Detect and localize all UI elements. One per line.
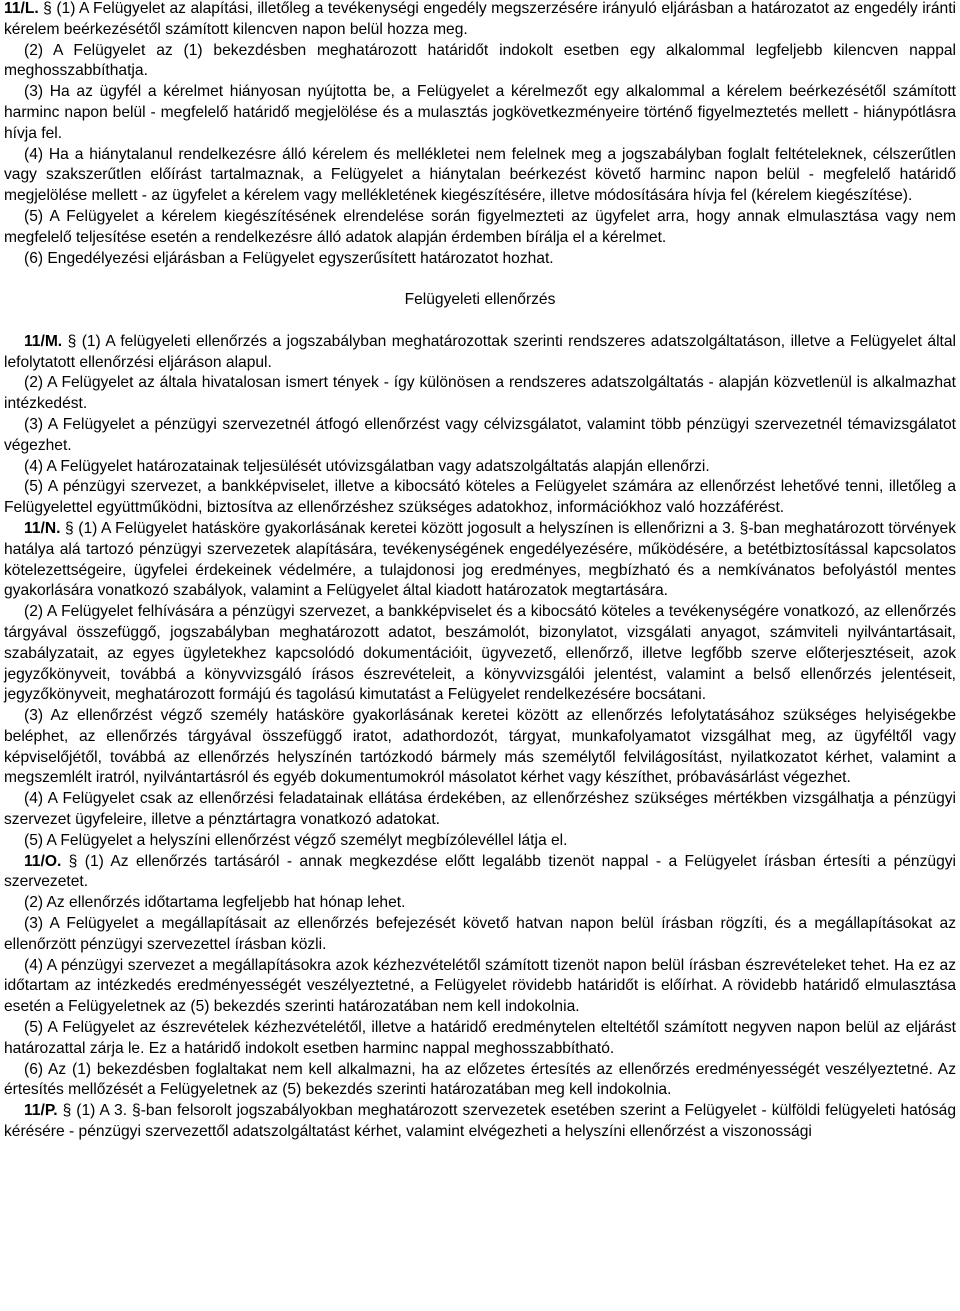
paragraph-text: (5) A Felügyelet a kérelem kiegészítésének elrendelése során figyelmezteti az ügyfelet arra, hogy annak elmulasztása vagy nem megfelelő teljesítése esetén a rendelkezésre álló adatok alapján érdemben bírálja el a kérelmet. (4, 207, 956, 246)
paragraph (4, 457, 956, 478)
paragraph (4, 415, 956, 457)
section-number: 11/M. (24, 332, 63, 350)
paragraph (4, 1101, 956, 1143)
paragraph (4, 0, 956, 41)
paragraph-text: (3) Az ellenőrzést végző személy hatásköre gyakorlásának keretei között az ellenőrzés lefolytatásához szükséges helyiségekbe beléphet, az ellenőrzés tárgyával összefüggő iratot, adathordozót, tárgyat, munkafolyamatot vizsgálhat meg, az ügyféltől vagy képviselőjétől, továbbá az ellenőrzés helyszínén tartózkodó bármely más személytől felvilágosítást, nyilatkozatot kérhet, valamint a megszemlélt iratról, nyilvántartásról és egyéb dokumentumokról másolatot kérhet vagy készíthet, próbavásárlást végezhet. (4, 707, 956, 787)
paragraph-text: (3) A Felügyelet a megállapításait az ellenőrzés befejezését követő hatvan napon belül írásban rögzíti, és a megállapításokat az ellenőrzött pénzügyi szervezettel írásban közli. (4, 915, 956, 953)
paragraph (4, 41, 956, 83)
section-number: 11/P. (24, 1102, 58, 1120)
paragraph (4, 373, 956, 415)
document-page (4, 0, 956, 1143)
paragraph-text: § (1) Az ellenőrzés tartásáról - annak megkezdése előtt legalább tizenöt nappal - a Felügyelet írásban értesíti a pénzügyi szervezetet. (4, 852, 956, 891)
paragraph (4, 831, 956, 852)
paragraph-text: (2) A Felügyelet az általa hivatalosan ismert tények - így különösen a rendszeres adatszolgáltatás - alapján közvetlenül is alkalmazhat intézkedést. (4, 374, 956, 413)
paragraph (4, 914, 956, 956)
section-number: 11/O. (24, 852, 62, 870)
paragraph-text: § (1) A Felügyelet hatásköre gyakorlásának keretei között jogosult a helyszínen is ellenőrizni a 3. §-ban meghatározott törvények hatálya alá tartozó pénzügyi szervezetek alapítására, tevékenységének engedélyezésére, működésére, a betétbiztosítással kapcsolatos kötelezettségeire, ügyfelei érdekeinek védelmére, a tulajdonosi jog eredményes, megbízható és a nemkívánatos befolyástól mentes gyakorlására vonatkozó szabályok, valamint a Felügyelet által kiadott határozatok megtartására. (4, 519, 956, 600)
paragraph-text: § (1) A 3. §-ban felsorolt jogszabályokban meghatározott szervezetek esetében szerint a Felügyelet - külföldi felügyeleti hatóság kérésére - pénzügyi szervezettől adatszolgáltatást kérhet, valamint elvégezheti a helyszíni ellenőrzést a viszonossági (4, 1102, 956, 1141)
blank-line (4, 311, 956, 332)
paragraph-text: (4) A Felügyelet határozatainak teljesülését utóvizsgálatban vagy adatszolgáltatás alapján ellenőrzi. (24, 457, 710, 475)
paragraph (4, 207, 956, 249)
paragraph (4, 477, 956, 519)
paragraph (4, 145, 956, 207)
paragraph-text: § (1) A felügyeleti ellenőrzés a jogszabályban meghatározottak szerinti rendszeres adatszolgáltatáson, illetve a Felügyelet által lefolytatott ellenőrzési eljáráson alapul. (4, 332, 956, 371)
paragraph (4, 602, 956, 706)
paragraph (4, 706, 956, 789)
paragraph-text: (3) Ha az ügyfél a kérelmet hiányosan nyújtotta be, a Felügyelet a kérelmezőt egy alkalommal a kérelem beérkezésétől számított harminc napon belül - megfelelő határidő megjelölése és a mulasztás jogkövetkezményeire történő figyelmeztetés mellett - hiánypótlásra hívja fel. (4, 83, 956, 142)
paragraph (4, 82, 956, 144)
paragraph (4, 956, 956, 1018)
section-number: 11/N. (24, 519, 61, 537)
paragraph-text: (6) Engedélyezési eljárásban a Felügyelet egyszerűsített határozatot hozhat. (24, 249, 554, 267)
paragraph-text: (5) A Felügyelet a helyszíni ellenőrzést végző személyt megbízólevéllel látja el. (24, 831, 568, 849)
paragraph-text: (4) A Felügyelet csak az ellenőrzési feladatainak ellátása érdekében, az ellenőrzéshez szükséges mértékben vizsgálhatja a pénzügyi szervezet ügyfeleire, illetve a pénztártagra vonatkozó adatokat. (4, 790, 956, 829)
section-number: 11/L. (4, 0, 39, 17)
paragraph-text: (5) A pénzügyi szervezet, a bankképviselet, illetve a kibocsátó köteles a Felügyelet számára az ellenőrzést lehetővé tenni, illetőleg a Felügyelettel együttműködni, biztosítva az ellenőrzéshez szükséges adatokhoz, információkhoz való hozzáférést. (4, 478, 956, 517)
paragraph-text: (4) Ha a hiánytalanul rendelkezésre álló kérelem és mellékletei nem felelnek meg a jogszabályban foglalt feltételeknek, célszerűtlen vagy szakszerűtlen előírást tartalmaznak, a Felügyelet a hiánytalan beérkezést követő harminc napon belül - megfelelő határidő megjelölése mellett - az ügyfelet a kérelem vagy mellékletének kiegészítésére, illetve módosítására hívja fel (kérelem kiegészítése). (4, 145, 956, 205)
paragraph (4, 852, 956, 894)
paragraph (4, 1018, 956, 1060)
paragraph-text: (2) Az ellenőrzés időtartama legfeljebb hat hónap lehet. (24, 894, 406, 912)
blank-line (4, 269, 956, 290)
paragraph-text: (6) Az (1) bekezdésben foglaltakat nem kell alkalmazni, ha az előzetes értesítés az ellenőrzés eredményességét veszélyeztetné. Az értesítés mellőzését a Felügyeletnek az (5) bekezdés szerinti határozatában meg kell indokolnia. (4, 1060, 956, 1099)
paragraph (4, 1060, 956, 1102)
paragraph (4, 789, 956, 831)
paragraph (4, 893, 956, 914)
paragraph-text: (2) A Felügyelet az (1) bekezdésben meghatározott határidőt indokolt esetben egy alkalommal legfeljebb kilencven nappal meghosszabbíthatja. (4, 41, 956, 80)
paragraph (4, 332, 956, 374)
section-heading: Felügyeleti ellenőrzés (404, 291, 556, 309)
paragraph-text: (3) A Felügyelet a pénzügyi szervezetnél átfogó ellenőrzést vagy célvizsgálatot, valamint több pénzügyi szervezetnél témavizsgálatot végezhet. (4, 415, 956, 454)
paragraph-text: (2) A Felügyelet felhívására a pénzügyi szervezet, a bankképviselet és a kibocsátó köteles a tevékenységére vonatkozó, az ellenőrzés tárgyával összefüggő, jogszabályban meghatározott adatot, beszámolót, bizonylatot, vizsgálati anyagot, számviteli nyilvántartásait, szabályzatait, az egyes ügyletekhez kapcsolódó dokumentációit, ügyvezető, ellenőrző, illetve legfőbb szerve előterjesztéseit, azok jegyzőkönyveit, továbbá a könyvvizsgáló írásos észrevételeit, a könyvvizsgálói jelentést, valamint a belső ellenőrzés jelentéseit, jegyzőkönyveit, meghatározott formájú és tagolású kimutatást a Felügyelet rendelkezésére bocsátani. (4, 603, 956, 704)
paragraph (4, 249, 956, 270)
paragraph (4, 519, 956, 602)
paragraph-text: (4) A pénzügyi szervezet a megállapításokra azok kézhezvételétől számított tizenöt napon belül írásban észrevételeket tehet. Ha ez az időtartam az intézkedés eredményességét veszélyeztetné, a Felügyelet rövidebb határidőt is előírhat. A rövidebb határidő elmulasztása esetén a Felügyeletnek az (5) bekezdés szerinti határozatában nem kell indokolnia. (4, 956, 956, 1016)
paragraph-text: (5) A Felügyelet az észrevételek kézhezvételétől, illetve a határidő eredménytelen elteltétől számított negyven napon belül az eljárást határozattal zárja le. Ez a határidő indokolt esetben harminc nappal meghosszabbítható. (4, 1019, 956, 1057)
paragraph-text: § (1) A Felügyelet az alapítási, illetőleg a tevékenységi engedély megszerzésére irányuló eljárásban a határozatot az engedély iránti kérelem beérkezésétől számított kilencven napon belül hozza meg. (4, 0, 956, 38)
